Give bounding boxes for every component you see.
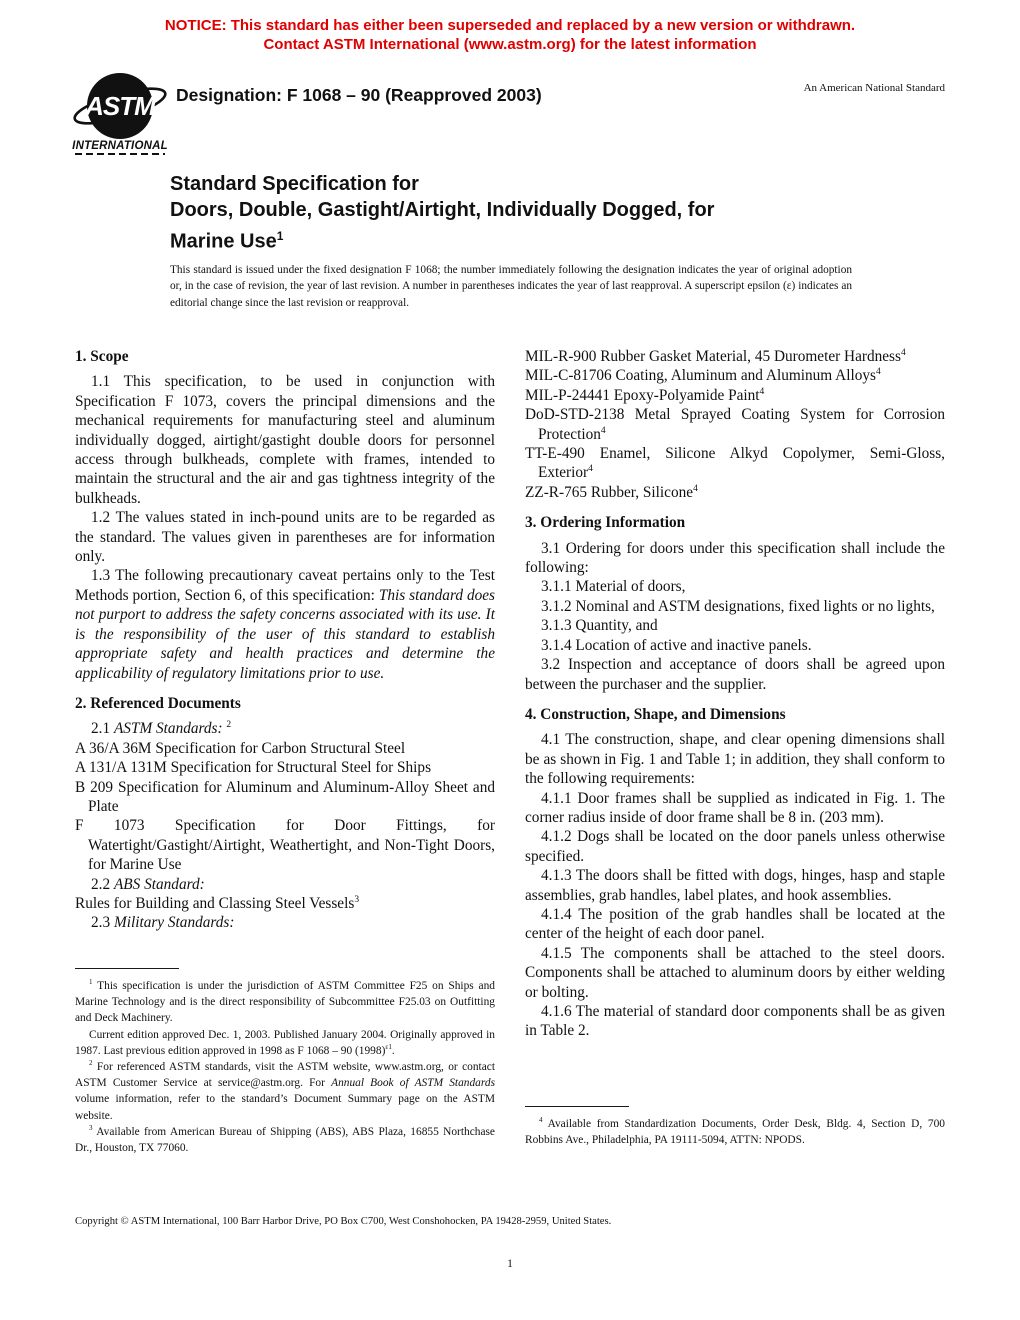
paragraph: 3.1 Ordering for doors under this specification shall include the following: — [525, 539, 945, 577]
paragraph: 3.1.3 Quantity, and — [541, 617, 658, 635]
paragraph: 1.1 This specification, to be used in conjunction with Specification F 1073, covers the principal dimensions and the mechanical requirements for manufacturing steel and aluminum individually dogged, airtight/gastight double doors for personnel access through bulkheads, complete with frames, intended to maintain the structural and the air and gas tightness integrity of the bulkheads. — [75, 373, 495, 507]
title-footnote-marker: 1 — [276, 229, 284, 243]
reference-item: TT-E-490 Enamel, Silicone Alkyd Copolymer, Semi-Gloss, Exterior$^4$ — [525, 445, 945, 482]
footnote-divider — [525, 1106, 629, 1107]
reference-item: A 36/A 36M Specification for Carbon Structural Steel — [75, 739, 406, 757]
withdrawal-notice — [0, 16, 1020, 54]
paragraph: 1.3 The following precautionary caveat pertains only to the Test Methods portion, Section 6, of this specification: This standard does not purport to address the safety concerns associated with its use. It is the responsibility of the user of this standard to establish appropriate safety and health practices and determine the applicability of regulatory limitations prior to use. — [75, 567, 495, 682]
title-line3: Marine Use$^1$ — [170, 229, 284, 253]
footnote-divider — [75, 968, 179, 969]
paragraph: 2.1 ASTM Standards: $^2$ — [91, 720, 232, 738]
paragraph: 2.3 Military Standards: — [91, 914, 235, 932]
reference-item: Rules for Building and Classing Steel Vessels$^3$ — [75, 894, 360, 912]
paragraph: 4.1.2 Dogs shall be located on the door panels unless otherwise specified. — [525, 828, 945, 865]
reference-item: ZZ-R-765 Rubber, Silicone$^4$ — [525, 483, 698, 501]
paragraph: 2.2 ABS Standard: — [91, 875, 205, 893]
withdrawal-notice-line1: NOTICE: This standard has either been superseded and replaced by a new version or withdrawn. — [164, 17, 856, 34]
footnote: $^1$ This specification is under the jurisdiction of ASTM Committee F25 on Ships and Marine Technology and is the direct responsibility of Subcommittee F25.03 on Outfitting and Deck Machinery. — [75, 978, 495, 1025]
designation: Designation: F 1068 – 90 (Reapproved 2003) — [176, 85, 542, 105]
reference-item: B 209 Specification for Aluminum and Aluminum-Alloy Sheet and Plate — [75, 778, 495, 815]
right-column — [525, 347, 945, 1041]
section-heading: 2. Referenced Documents — [75, 694, 241, 712]
astm-logo-icon — [72, 68, 172, 160]
paragraph: 4.1 The construction, shape, and clear opening dimensions shall be as shown in Fig. 1 and Table 1; in addition, they shall conform to the following requirements: — [525, 731, 945, 788]
footnote: $^4$ Available from Standardization Documents, Order Desk, Bldg. 4, Section D, 700 Robbins Ave., Philadelphia, PA 19111-5094, ATTN: NPODS. — [525, 1116, 945, 1147]
paragraph: 4.1.1 Door frames shall be supplied as indicated in Fig. 1. The corner radius inside of door frame shall be 8 in. (203 mm). — [525, 789, 945, 826]
paragraph: 3.1.4 Location of active and inactive panels. — [541, 636, 812, 654]
paragraph: 4.1.5 The components shall be attached to the steel doors. Components shall be attached to aluminum doors by either welding or bolting. — [525, 944, 945, 1001]
section-heading: 1. Scope — [75, 348, 129, 365]
page-number: 1 — [507, 1258, 513, 1270]
svg-text:INTERNATIONAL: INTERNATIONAL — [72, 140, 168, 152]
reference-item: MIL-C-81706 Coating, Aluminum and Aluminum Alloys$^4$ — [525, 367, 881, 385]
astm-logo — [72, 68, 172, 160]
footnote: $^3$ Available from American Bureau of Shipping (ABS), ABS Plaza, 16855 Northchase Dr., Houston, TX 77060. — [75, 1124, 495, 1155]
paragraph: 3.1.1 Material of doors, — [541, 578, 686, 596]
paragraph: 3.2 Inspection and acceptance of doors shall be agreed upon between the purchaser and the supplier. — [525, 656, 945, 693]
paragraph: 4.1.6 The material of standard door components shall be as given in Table 2. — [525, 1003, 945, 1040]
reference-item: MIL-R-900 Rubber Gasket Material, 45 Durometer Hardness$^4$ — [525, 347, 906, 365]
section-heading: 4. Construction, Shape, and Dimensions — [525, 705, 786, 723]
footnote: $^2$ For referenced ASTM standards, visit the ASTM website, www.astm.org, or contact ASTM Customer Service at service@astm.org. For Annual Book of ASTM Standards volume information, refer to the standard’s Document Summary page on the ASTM website. — [75, 1059, 496, 1122]
american-national-standard-note: An American National Standard — [803, 82, 945, 94]
footnotes-left — [75, 968, 495, 1156]
copyright-line: Copyright © ASTM International, 100 Barr Harbor Drive, PO Box C700, West Conshohocken, PA 19428-2959, United States. — [75, 1216, 612, 1227]
paragraph: 1.2 The values stated in inch-pound units are to be regarded as the standard. The values given in parentheses are for information only. — [75, 509, 495, 566]
paragraph: 4.1.3 The doors shall be fitted with dogs, hinges, hasp and staple assemblies, grab handles, label plates, and hook assemblies. — [525, 867, 945, 904]
title-line2: Doors, Double, Gastight/Airtight, Individually Dogged, for — [170, 199, 715, 221]
reference-item: MIL-P-24441 Epoxy-Polyamide Paint$^4$ — [525, 386, 765, 404]
left-column — [75, 347, 495, 933]
reference-item: DoD-STD-2138 Metal Sprayed Coating System for Corrosion Protection$^4$ — [525, 406, 945, 443]
reference-item: A 131/A 131M Specification for Structural Steel for Ships — [75, 759, 432, 777]
paragraph: 4.1.4 The position of the grab handles shall be located at the center of the height of each door panel. — [525, 905, 945, 943]
document-title — [170, 171, 870, 255]
reference-item: F 1073 Specification for Door Fittings, for Watertight/Gastight/Airtight, Weathertight, and Non-Tight Doors, for Marine Use — [75, 817, 495, 874]
footnote: Current edition approved Dec. 1, 2003. Published January 2004. Originally approved in 1987. Last previous edition approved in 1998 as F 1068 – 90 $(1998)^{\varepsilon 1}$. — [75, 1028, 495, 1057]
section-heading: 3. Ordering Information — [525, 514, 686, 532]
withdrawal-notice-line2: Contact ASTM International (www.astm.org) for the latest information — [263, 36, 757, 53]
footnotes-right — [525, 1106, 945, 1148]
title-line1: Standard Specification for — [170, 173, 419, 195]
footnotes-left-body — [75, 978, 495, 1156]
footnotes-right-body — [525, 1116, 945, 1148]
issuance-note: This standard is issued under the fixed designation F 1068; the number immediately following the designation indicates the year of original adoption or, in the case of revision, the year of last revision. A number in parentheses indicates the year of last reapproval. A superscript epsilon (ε) indicates an editorial change since the last revision or reapproval. — [170, 264, 852, 309]
svg-text:ASTM: ASTM — [85, 91, 155, 121]
paragraph: 3.1.2 Nominal and ASTM designations, fixed lights or no lights, — [541, 597, 935, 615]
